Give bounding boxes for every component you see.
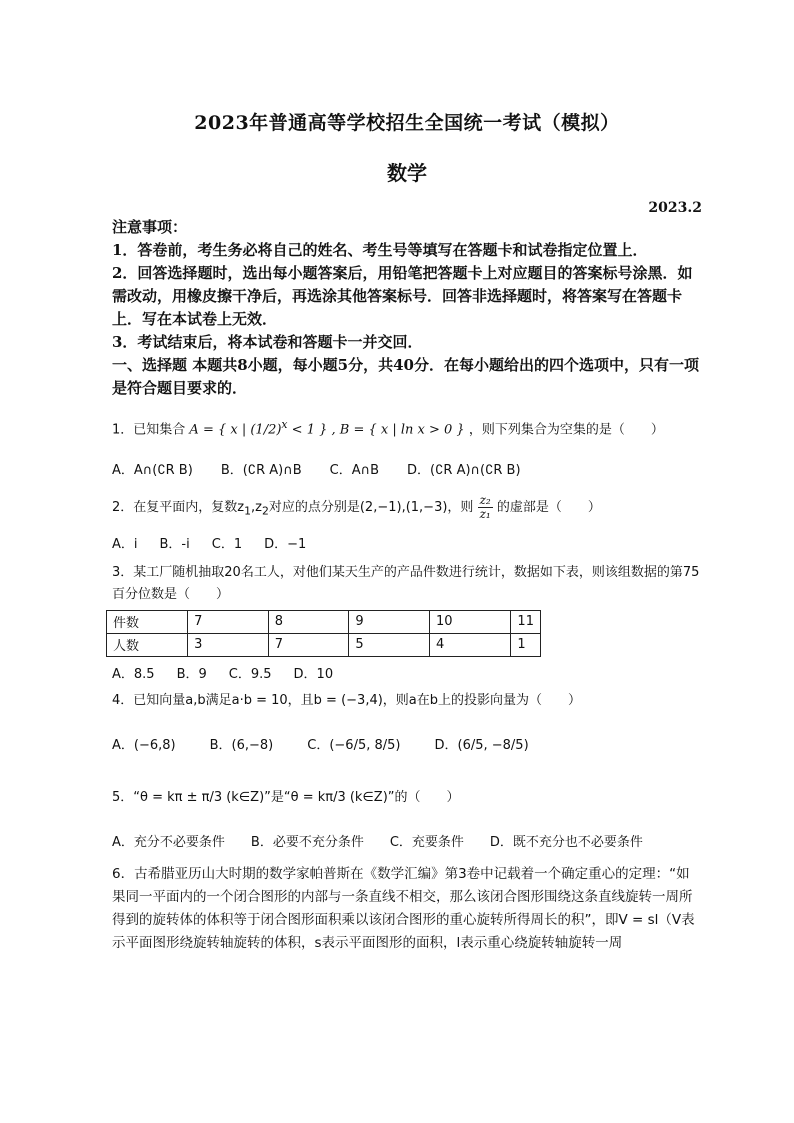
q1-set-a: A = { x | (1/2)	[189, 422, 282, 438]
q4-option-d: D．(6/5, −8/5)	[434, 737, 529, 753]
q5-options	[112, 831, 702, 850]
q2-fraction	[478, 494, 493, 521]
exam-title: 2023年普通高等学校招生全国统一考试（模拟）	[194, 112, 620, 134]
notice-heading: 注意事项：	[112, 218, 188, 236]
question-4: 4．已知向量a,b满足a·b = 10，且b = (−3,4)，则a在b上的投影向量为（ ）	[112, 692, 582, 708]
q1-option-c: C．A∩B	[329, 463, 380, 479]
q2-prefix: 2．在复平面内，复数z	[112, 500, 245, 516]
q2-frac-den: z₁	[479, 507, 491, 522]
q1-set-a-exp: x	[281, 418, 288, 431]
table-cell: 件数	[107, 610, 188, 633]
q5-option-d: D．既不充分也不必要条件	[489, 834, 643, 850]
question-2	[112, 494, 702, 523]
q2-mid: ,z	[251, 500, 262, 516]
question-6: 6．古希腊亚历山大时期的数学家帕普斯在《数学汇编》第3卷中记载着一个确定重心的定理：“如果同一平面内的一个闭合图形的内部与一条直线不相交，那么该闭合图形围绕这条直线旋转一周所得到的旋转体的体积等于闭合图形面积乘以该闭合图形的重心旋转所得周长的积”，即V = sl（V表示平面图形绕旋转轴旋转的体积，s表示平面图形的面积，l表示重心绕旋转轴旋转一周	[112, 866, 695, 952]
table-cell: 10	[430, 610, 511, 633]
table-cell: 11	[511, 610, 541, 633]
q2-sub2: 2	[261, 504, 269, 518]
q2-suffix: 的虚部是（ ）	[496, 500, 601, 516]
q2-option-b: B．-i	[159, 536, 190, 552]
q1-option-b: B．(∁R A)∩B	[220, 463, 302, 479]
table-cell: 1	[511, 633, 541, 656]
q2-options	[112, 533, 702, 552]
exam-page	[112, 96, 702, 969]
section-heading: 一、选择题 本题共8小题，每小题5分，共40分．在每小题给出的四个选项中，只有一项是符合题目要求的．	[112, 356, 699, 397]
notice-block	[112, 216, 702, 400]
q5-option-b: B．必要不充分条件	[250, 834, 364, 850]
notice-item-1: 1．答卷前，考生务必将自己的姓名、考生号等填写在答题卡和试卷指定位置上．	[112, 241, 648, 259]
q3-data-table	[106, 610, 541, 657]
notice-item-3: 3．考试结束后，将本试卷和答题卡一并交回．	[112, 333, 423, 351]
question-5: 5．“θ = kπ ± π/3 (k∈Z)”是“θ = kπ/3 (k∈Z)”的（ ）	[112, 789, 460, 805]
q4-option-a: A．(−6,8)	[112, 737, 176, 753]
table-cell: 7	[188, 610, 269, 633]
q1-prefix: 1．已知集合	[112, 422, 186, 438]
q4-options	[112, 734, 702, 753]
question-3: 3．某工厂随机抽取20名工人，对他们某天生产的产品件数进行统计，数据如下表，则该组数据的第75百分位数是（ ）	[112, 564, 700, 602]
q4-option-b: B．(6,−8)	[209, 737, 274, 753]
q3-option-b: B．9	[176, 666, 207, 682]
q1-suffix: ，则下列集合为空集的是（ ）	[468, 422, 664, 438]
exam-date: 2023.2	[648, 200, 702, 216]
table-row	[107, 610, 541, 633]
table-cell: 8	[268, 610, 349, 633]
q3-options	[112, 663, 702, 682]
q4-option-c: C．(−6/5, 8/5)	[307, 737, 401, 753]
q2-option-c: C．1	[211, 536, 243, 552]
table-cell: 人数	[107, 633, 188, 656]
q3-option-c: C．9.5	[228, 666, 272, 682]
q2-sub1: 1	[244, 504, 251, 518]
subject-title: 数学	[387, 161, 427, 185]
table-cell: 5	[349, 633, 430, 656]
q5-option-a: A．充分不必要条件	[112, 834, 225, 850]
q2-option-d: D．−1	[264, 536, 307, 552]
q3-option-d: D．10	[293, 666, 334, 682]
q2-text: 对应的点分别是(2,−1),(1,−3)，则	[268, 500, 474, 516]
table-cell: 7	[268, 633, 349, 656]
table-cell: 4	[430, 633, 511, 656]
q2-option-a: A．i	[112, 536, 138, 552]
q1-set-a-tail: < 1 } , B = { x | ln x > 0 }	[291, 422, 465, 438]
question-1	[112, 414, 702, 441]
q1-option-d: D．(∁R A)∩(∁R B)	[407, 463, 521, 479]
q3-option-a: A．8.5	[112, 666, 155, 682]
q2-frac-num: z₂	[479, 493, 491, 508]
q1-options	[112, 459, 702, 478]
table-cell: 3	[188, 633, 269, 656]
notice-item-2: 2．回答选择题时，选出每小题答案后，用铅笔把答题卡上对应题目的答案标号涂黑．如需改动，用橡皮擦干净后，再选涂其他答案标号．回答非选择题时，将答案写在答题卡上．写在本试卷上无效．	[112, 264, 693, 328]
q5-option-c: C．充要条件	[389, 834, 464, 850]
table-row	[107, 633, 541, 656]
table-cell: 9	[349, 610, 430, 633]
q1-option-a: A．A∩(∁R B)	[112, 463, 193, 479]
